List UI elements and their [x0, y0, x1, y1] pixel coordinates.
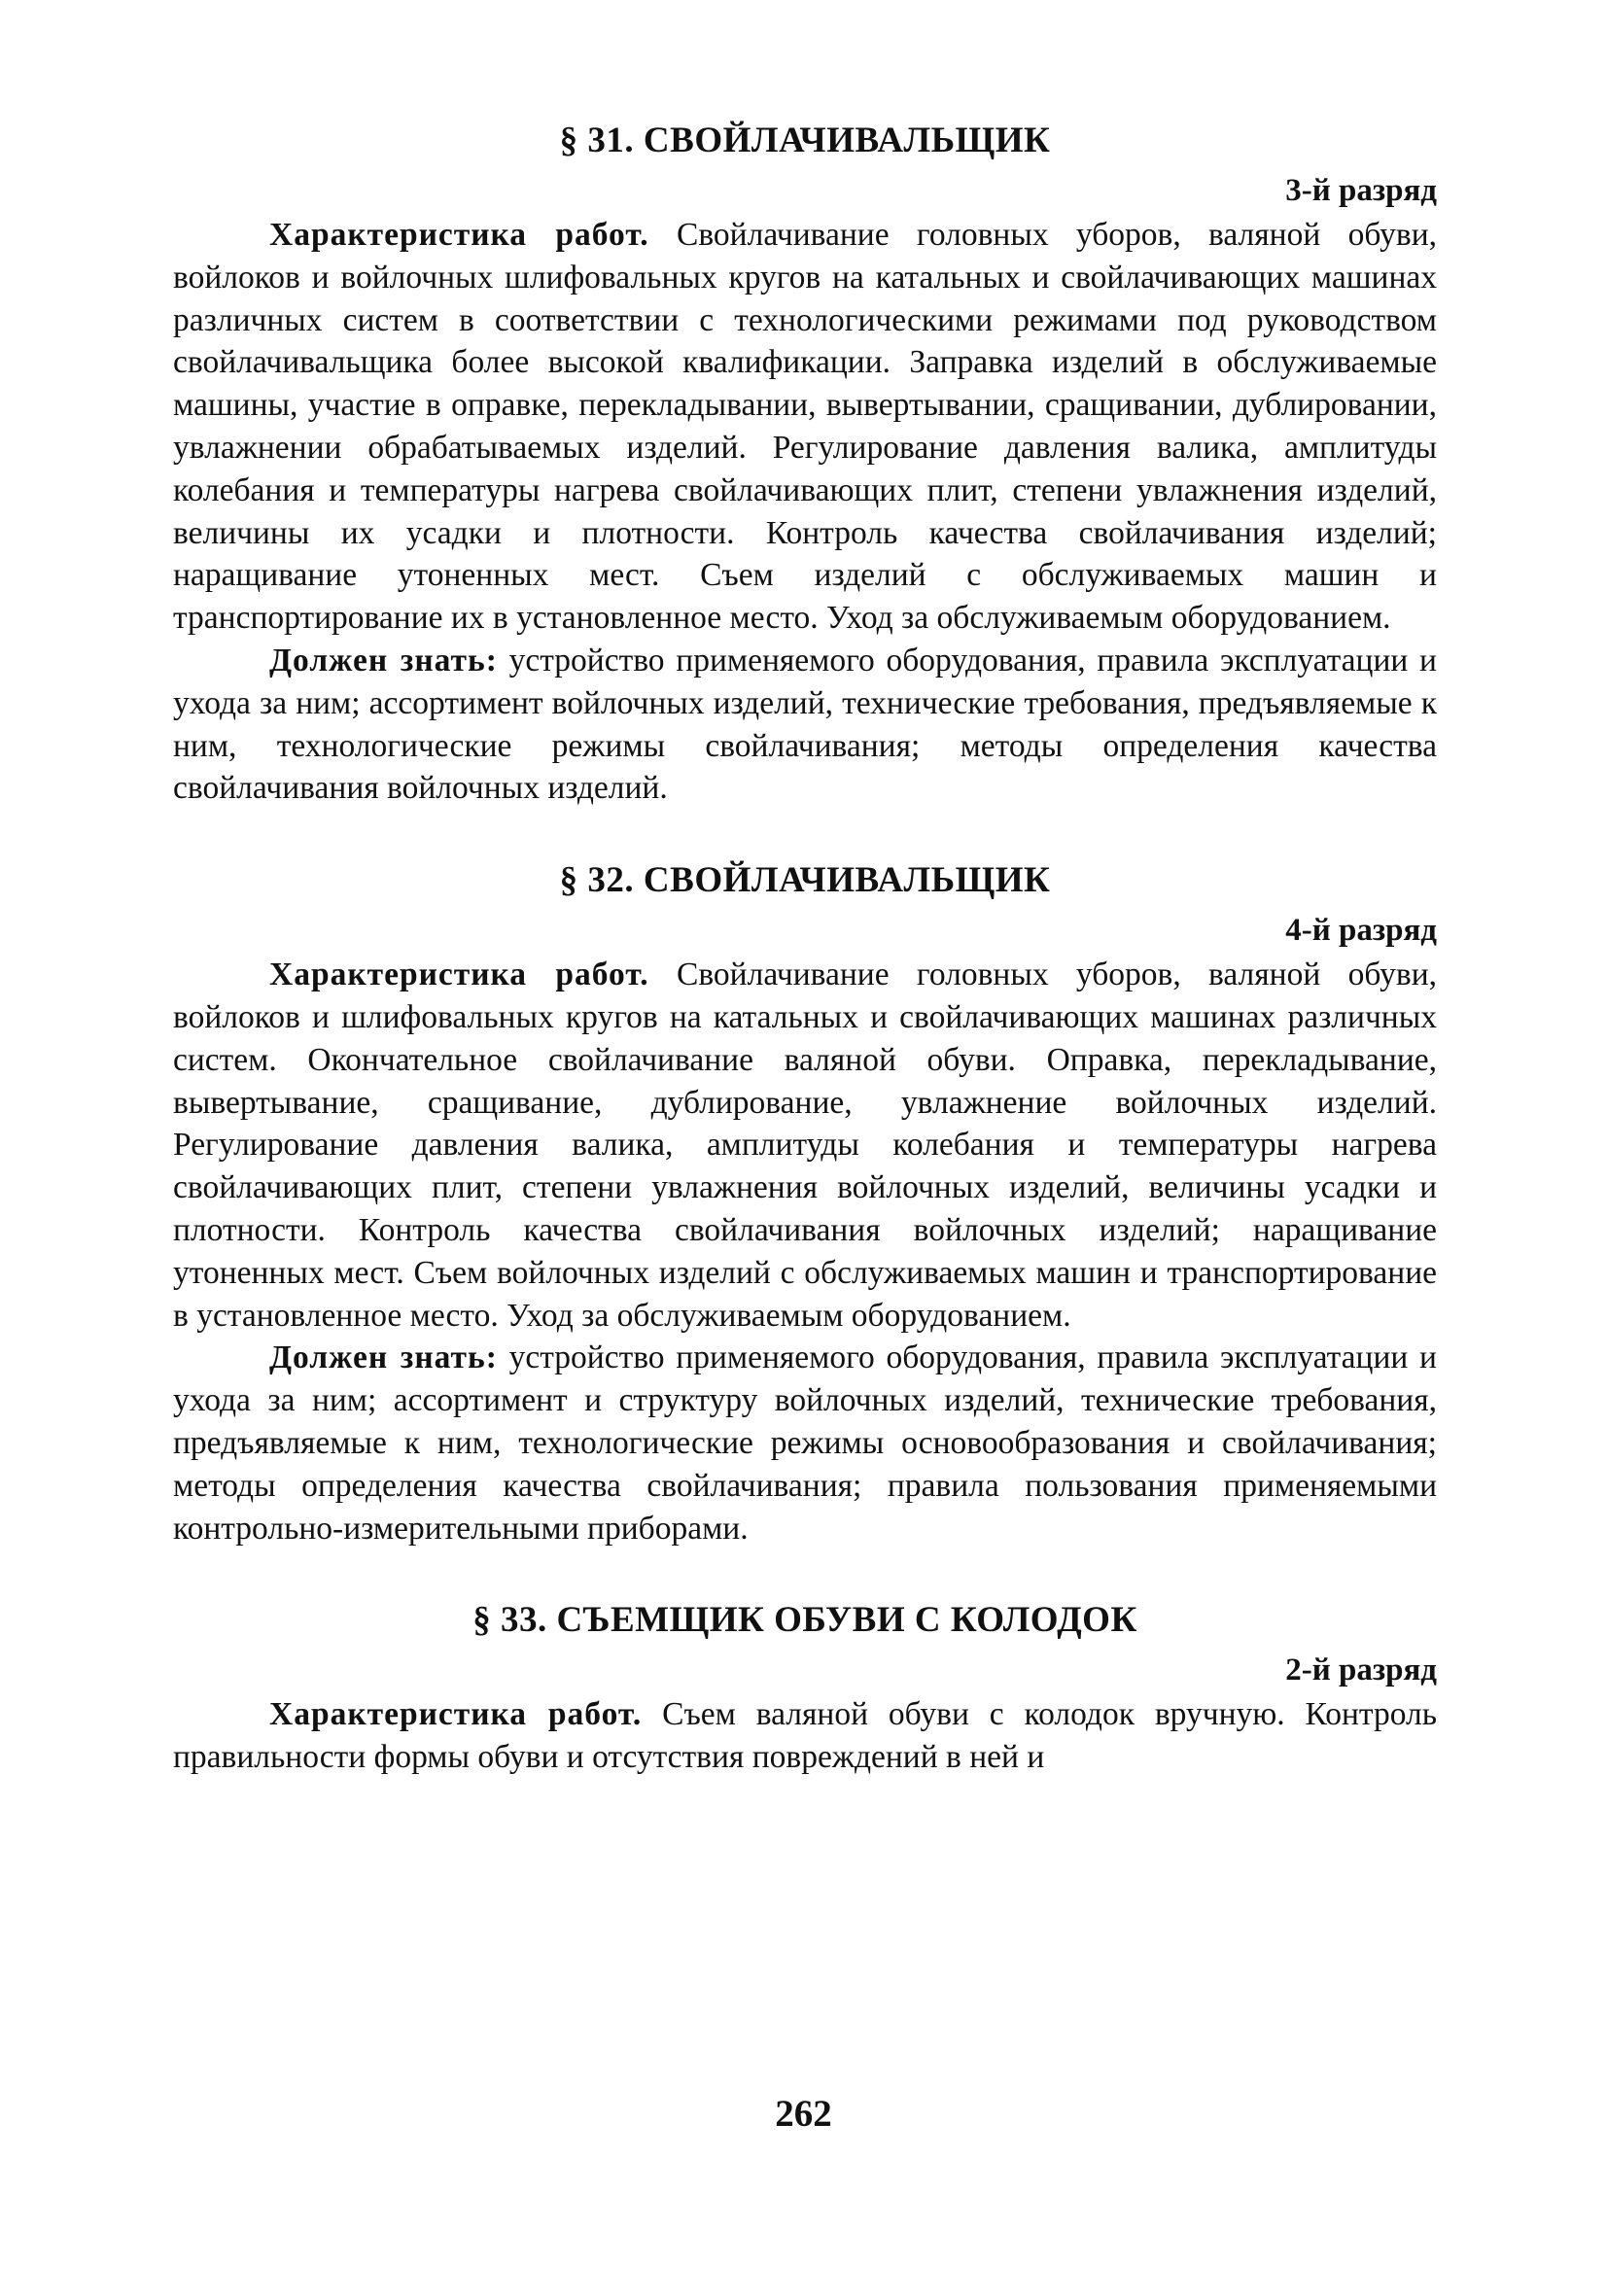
characteristic-paragraph: [173, 1693, 1437, 1779]
characteristic-text: Свойлачивание головных уборов, валяной обуви, войлоков и шлифовальных кругов на катальных и свойлачивающих машинах различных систем. Окончательное свойлачивание валяной обуви. Оправка, перекладывание, вывертывание, сращивание, дублирование, увлажнение войлочных изделий. Регулирование давления валика, амплитуды колебания и температуры нагрева свойлачивающих плит, степени увлажнения войлочных изделий, величины усадки и плотности. Контроль качества свойлачивания войлочных изделий; наращивание утоненных мест. Съем войлочных изделий с обслуживаемых машин и транспортирование в установленное место. Уход за обслуживаемым оборудованием.: [173, 957, 1437, 1334]
knowledge-paragraph: [173, 1337, 1437, 1549]
characteristic-label: Характеристика работ.: [269, 957, 649, 993]
knowledge-text: устройство применяемого оборудования, правила эксплуатации и ухода за ним; ассортимент и структуру войлочных изделий, технические требования, предъявляемые к ним, технологические режимы основообразования и свойлачивания; методы определения качества свойлачивания; правила пользования применяемыми контрольно-измерительными приборами.: [173, 1339, 1437, 1547]
section-spacer: [173, 810, 1437, 854]
characteristic-paragraph: [173, 214, 1437, 640]
characteristic-text: Съем валяной обуви с колодок вручную. Контроль правильности формы обуви и отсутствия повреждений в ней и: [173, 1696, 1437, 1776]
section-32: [173, 854, 1437, 1549]
characteristic-label: Характеристика работ.: [269, 1696, 643, 1733]
knowledge-label: Должен знать:: [269, 642, 498, 678]
knowledge-text: устройство применяемого оборудования, правила эксплуатации и ухода за ним; ассортимент войлочных изделий, технические требования, предъявляемые к ним, технологические режимы свойлачивания; методы определения качества свойлачивания войлочных изделий.: [173, 642, 1437, 807]
grade-label: 3-й разряд: [1285, 173, 1437, 208]
section-33: [173, 1594, 1437, 1779]
section-heading: § 32. СВОЙЛАЧИВАЛЬЩИК: [559, 860, 1051, 901]
characteristic-text: Свойлачивание головных уборов, валяной обуви, войлоков и войлочных шлифовальных кругов на катальных и свойлачивающих машинах различных систем в соответствии с технологическими режимами под руководством свойлачивальщика более высокой квалификации. Заправка изделий в обслуживаемые машины, участие в оправке, перекладывании, вывертывании, сращивании, дублировании, увлажнении обрабатываемых изделий. Регулирование давления валика, амплитуды колебания и температуры нагрева свойлачивающих плит, степени увлажнения изделий, величины их усадки и плотности. Контроль качества свойлачивания изделий; наращивание утоненных мест. Съем изделий с обслуживаемых машин и транспортирование их в установленное место. Уход за обслуживаемым оборудованием.: [173, 217, 1437, 637]
grade-label: 2-й разряд: [1285, 1652, 1437, 1688]
grade-label: 4-й разряд: [1285, 913, 1437, 949]
knowledge-label: Должен знать:: [269, 1339, 498, 1376]
page-content: [173, 115, 1437, 1779]
section-heading: § 33. СЪЕМЩИК ОБУВИ С КОЛОДОК: [472, 1600, 1137, 1641]
section-31: [173, 115, 1437, 810]
section-spacer: [173, 1549, 1437, 1594]
knowledge-paragraph: [173, 640, 1437, 810]
section-heading: § 31. СВОЙЛАЧИВАЛЬЩИК: [559, 121, 1051, 160]
characteristic-paragraph: [173, 954, 1437, 1337]
characteristic-label: Характеристика работ.: [269, 217, 649, 253]
page-number: 262: [775, 2093, 832, 2135]
